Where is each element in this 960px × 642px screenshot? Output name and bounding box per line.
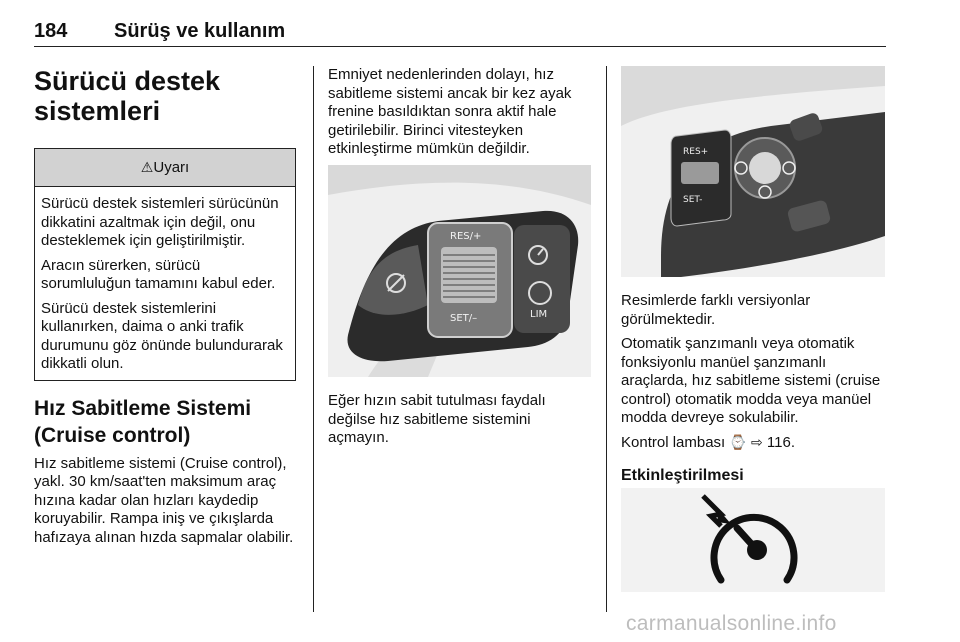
warning-paragraph: Aracın sürerken, sürücü sorumluluğun tamamını kabul eder.: [41, 256, 276, 292]
res-label: RES+: [683, 147, 709, 157]
warning-title: Uyarı: [153, 159, 190, 176]
watermark: carmanualsonline.info: [626, 612, 837, 635]
body-paragraph: Hız sabitleme sistemi (Cruise control), yakl. 30 km/saat'ten maksimum araç hızına kadar olan hızları kaydedip koruyabilir. Rampa iniş ve çıkışlarda hafızaya alınan hızda sapmalar olabilir.: [34, 454, 294, 546]
column-divider: [606, 66, 607, 612]
column-right: [621, 292, 887, 486]
cruise-lamp-icon: ⌚: [729, 434, 747, 451]
steering-wheel-controls-image-alt: [621, 66, 885, 277]
steering-wheel-controls-alt-drawing: [621, 66, 885, 277]
section-heading-line2: (Cruise control): [34, 423, 191, 447]
section-heading: Hız Sabitleme Sistemi: [34, 396, 252, 420]
column-middle-lower: [328, 392, 592, 448]
cruise-control-symbol-image: [621, 488, 885, 592]
set-label: SET/–: [450, 313, 478, 324]
warning-header: [35, 149, 295, 187]
subsection-heading: Etkinleştirilmesi: [621, 467, 744, 484]
steering-wheel-controls-image: [328, 165, 591, 377]
control-lamp-text: Kontrol lambası: [621, 433, 730, 451]
page-ref: 116.: [762, 433, 795, 451]
column-left: [34, 66, 300, 547]
page-number: 184: [34, 20, 68, 42]
page-title: Sürücü destek: [34, 66, 221, 96]
body-paragraph: Emniyet nedenlerinden dolayı, hız sabitleme sistemi ancak bir kez ayak frenine basıldıktan sonra aktif hale getirilebilir. Birinci vitesteyken etkinleştirme mümkün değildir.: [328, 66, 572, 157]
body-paragraph: Eğer hızın sabit tutulması faydalı değilse hız sabitleme sistemini açmayın.: [328, 392, 546, 446]
warning-paragraph: Sürücü destek sistemlerini kullanırken, daima o anki trafik durumunu göz önünde bulundurarak dikkatli olun.: [41, 299, 283, 372]
lim-label: LIM: [530, 309, 548, 320]
cruise-control-icon: [621, 488, 885, 592]
page-title-line2: sistemleri: [34, 96, 161, 126]
body-paragraph: Otomatik şanzımanlı veya otomatik fonksiyonlu manüel şanzımanlı araçlarda, hız sabitleme sistemi (cruise control) otomatik modda veya manüel modda devreye sokulabilir.: [621, 335, 881, 426]
res-label: RES/+: [450, 231, 482, 242]
column-middle: [328, 66, 592, 159]
steering-wheel-controls-drawing: [328, 165, 591, 377]
page-ref-icon: ⇨: [751, 434, 763, 451]
warning-icon: ⚠: [140, 160, 154, 176]
page-header: [34, 8, 886, 47]
warning-body: [35, 187, 295, 380]
control-lamp-reference: [621, 434, 887, 453]
column-divider: [313, 66, 314, 612]
section-title: Sürüş ve kullanım: [114, 20, 286, 42]
set-label: SET-: [683, 195, 703, 205]
body-paragraph: Resimlerde farklı versiyonlar görülmektedir.: [621, 292, 811, 328]
warning-paragraph: Sürücü destek sistemleri sürücünün dikkatini azaltmak için değil, onu desteklemek için geliştirilmiştir.: [41, 195, 279, 249]
warning-box: [34, 148, 296, 381]
